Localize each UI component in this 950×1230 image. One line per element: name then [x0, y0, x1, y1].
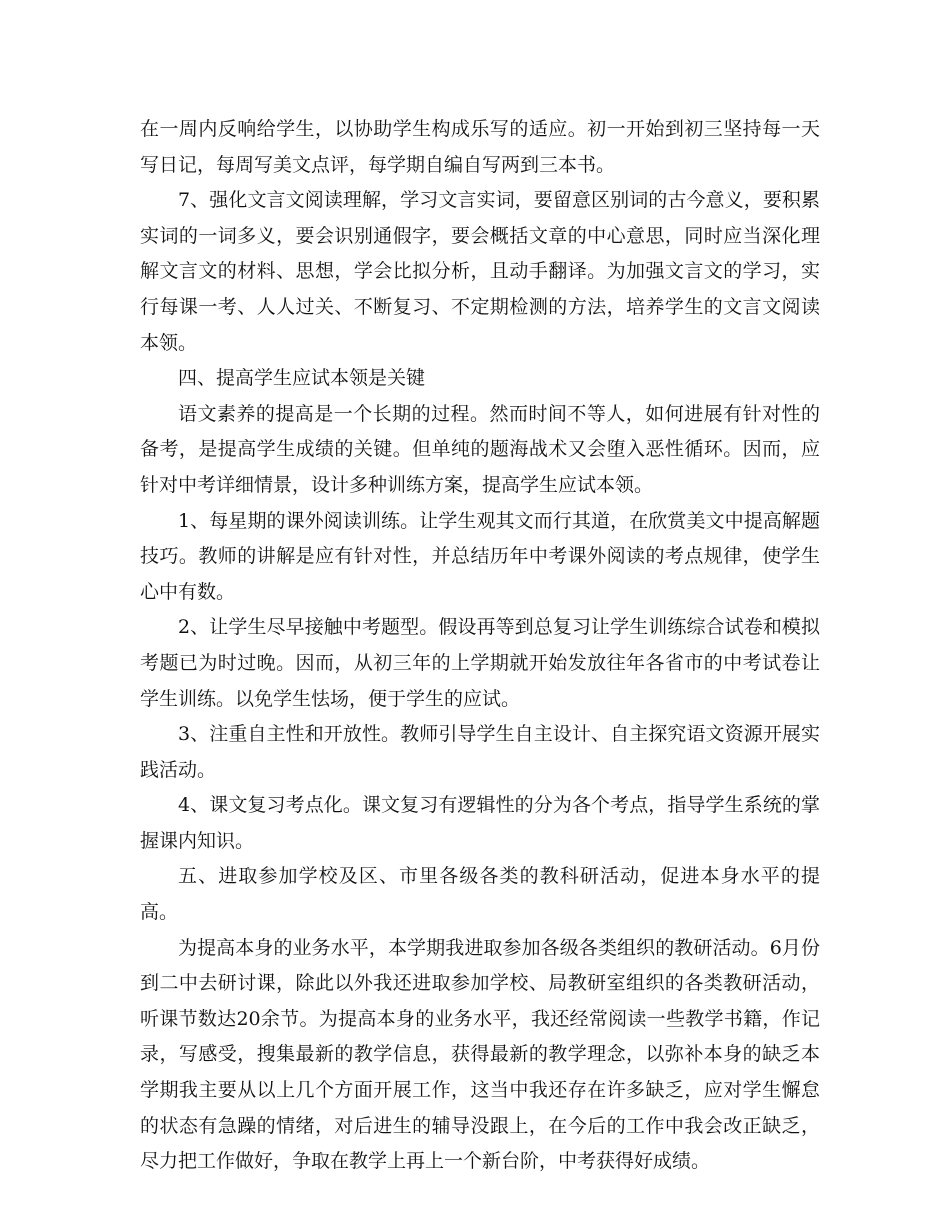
paragraph-item-4: 4、课文复习考点化。课文复习有逻辑性的分为各个考点，指导学生系统的掌握课内知识。	[140, 794, 820, 852]
paragraph-item-2: 2、让学生尽早接触中考题型。假设再等到总复习让学生训练综合试卷和模拟考题已为时过晚。因而，从初三年的上学期就开始发放往年各省市的中考试卷让学生训练。以免学生怯场，便于学生的应试。	[140, 616, 820, 710]
document-body	[140, 112, 820, 1180]
paragraph-item-1: 1、每星期的课外阅读训练。让学生观其文而行其道，在欣赏美文中提高解题技巧。教师的讲解是应有针对性，并总结历年中考课外阅读的考点规律，使学生心中有数。	[140, 509, 820, 603]
paragraph-item-3: 3、注重自主性和开放性。教师引导学生自主设计、自主探究语文资源开展实践活动。	[140, 723, 820, 781]
paragraph-continued: 在一周内反响给学生，以协助学生构成乐写的适应。初一开始到初三坚持每一天写日记，每周写美文点评，每学期自编自写两到三本书。	[140, 118, 820, 176]
section-heading-5: 五、进取参加学校及区、市里各级各类的教科研活动，促进本身水平的提高。	[140, 865, 820, 924]
section-heading-4: 四、提高学生应试本领是关键	[178, 367, 426, 390]
paragraph-section-4-intro: 语文素养的提高是一个长期的过程。然而时间不等人，如何进展有针对性的备考，是提高学生成绩的关键。但单纯的题海战术又会堕入恶性循环。因而，应针对中考详细情景，设计多种训练方案，提高学生应试本领。	[140, 402, 820, 496]
paragraph-section-5-body: 为提高本身的业务水平，本学期我进取参加各级各类组织的教研活动。6月份到二中去研讨课，除此以外我还进取参加学校、局教研室组织的各类教研活动，听课节数达20余节。为提高本身的业务水平，我还经常阅读一些教学书籍，作记录，写感受，搜集最新的教学信息，获得最新的教学理念，以弥补本身的缺乏本学期我主要从以上几个方面开展工作，这当中我还存在许多缺乏，应对学生懈怠的状态有急躁的情绪，对后进生的辅导没跟上，在今后的工作中我会改正缺乏，尽力把工作做好，争取在教学上再上一个新台阶，中考获得好成绩。	[140, 936, 820, 1173]
paragraph-item-7: 7、强化文言文阅读理解，学习文言实词，要留意区别词的古今意义，要积累实词的一词多义，要会识别通假字，要会概括文章的中心意思，同时应当深化理解文言文的材料、思想，学会比拟分析，且动手翻译。为加强文言文的学习，实行每课一考、人人过关、不断复习、不定期检测的方法，培养学生的文言文阅读本领。	[140, 189, 820, 354]
